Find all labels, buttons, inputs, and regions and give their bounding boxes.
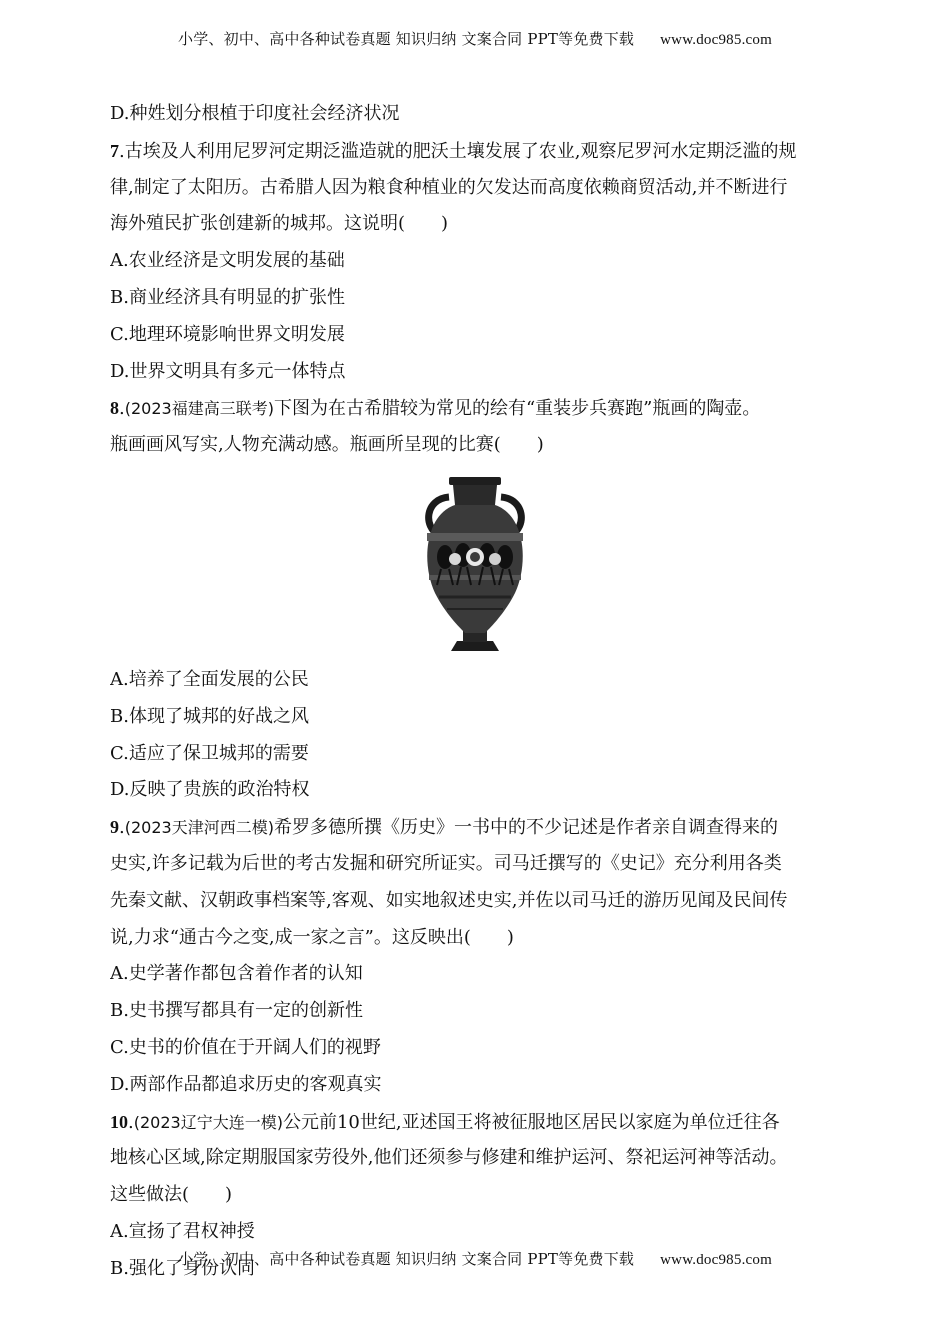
prev-option-d: D.种姓划分根植于印度社会经济状况 bbox=[110, 103, 400, 124]
q9-line-3: 先秦文献、汉朝政事档案等,客观、如实地叙述史实,并佐以司马迁的游历见闻及民间传 bbox=[110, 889, 788, 911]
q10-source: (2023辽宁大连一模) bbox=[133, 1112, 283, 1132]
q10-number: 10 bbox=[110, 1111, 128, 1132]
q7-option-a: A.农业经济是文明发展的基础 bbox=[110, 250, 345, 272]
q7-option-d: D.世界文明具有多元一体特点 bbox=[110, 360, 346, 382]
question-9 bbox=[110, 809, 840, 1103]
q9-line-4: 说,力求“通古今之变,成一家之言”。这反映出( ) bbox=[110, 926, 514, 948]
q8-option-d: D.反映了贵族的政治特权 bbox=[110, 779, 310, 801]
q9-source: (2023天津河西二模) bbox=[124, 818, 274, 838]
q10-option-b: B.强化了身份认同 bbox=[110, 1257, 255, 1279]
q9-option-a: A.史学著作都包含着作者的认知 bbox=[110, 963, 363, 985]
q8-line-1 bbox=[110, 390, 840, 427]
q8-period: . bbox=[119, 398, 125, 420]
q10-text-1: 公元前10世纪,亚述国王将被征服地区居民以家庭为单位迁往各 bbox=[282, 1111, 780, 1133]
q9-text-1: 希罗多德所撰《历史》一书中的不少记述是作者亲自调查得来的 bbox=[273, 817, 778, 839]
q9-line-1 bbox=[110, 809, 840, 846]
q7-line-2: 律,制定了太阳历。古希腊人因为粮食种植业的欠发达而高度依赖商贸活动,并不断进行 bbox=[110, 176, 788, 198]
q8-option-a: A.培养了全面发展的公民 bbox=[110, 668, 309, 690]
q9-number: 9 bbox=[110, 817, 119, 838]
question-7 bbox=[110, 133, 840, 391]
footer-url[interactable]: www.doc985.com bbox=[660, 1252, 772, 1268]
q10-line-1 bbox=[110, 1104, 840, 1141]
header-text: 小学、初中、高中各种试卷真题 知识归纳 文案合同 PPT等免费下载 bbox=[178, 30, 635, 48]
q9-option-c: C.史书的价值在于开阔人们的视野 bbox=[110, 1036, 381, 1058]
q9-option-b: B.史书撰写都具有一定的创新性 bbox=[110, 1000, 363, 1022]
q9-line-2: 史实,许多记载为后世的考古发掘和研究所证实。司马迁撰写的《史记》充分利用各类 bbox=[110, 852, 782, 874]
question-content bbox=[110, 96, 840, 1288]
q9-option-d: D.两部作品都追求历史的客观真实 bbox=[110, 1073, 382, 1095]
page-footer bbox=[0, 1248, 950, 1269]
greek-amphora-figure bbox=[110, 464, 840, 662]
q8-source: (2023福建高三联考) bbox=[124, 399, 274, 419]
q7-line-3: 海外殖民扩张创建新的城邦。这说明( ) bbox=[110, 213, 449, 235]
q7-text-1: .古埃及人利用尼罗河定期泛滥造就的肥沃土壤发展了农业,观察尼罗河水定期泛滥的规 bbox=[119, 140, 797, 162]
q7-line-1 bbox=[110, 133, 840, 170]
q9-period: . bbox=[119, 817, 125, 839]
q7-option-c: C.地理环境影响世界文明发展 bbox=[110, 323, 345, 345]
q7-number: 7 bbox=[110, 140, 119, 161]
question-8 bbox=[110, 390, 840, 809]
q10-line-2: 地核心区域,除定期服国家劳役外,他们还须参与修建和维护运河、祭祀运河神等活动。 bbox=[110, 1147, 788, 1169]
q8-text-1: 下图为在古希腊较为常见的绘有“重装步兵赛跑”瓶画的陶壶。 bbox=[273, 398, 761, 420]
q7-option-b: B.商业经济具有明显的扩张性 bbox=[110, 286, 345, 308]
q10-option-a: A.宣扬了君权神授 bbox=[110, 1220, 255, 1242]
amphora-image bbox=[419, 475, 531, 651]
q10-period: . bbox=[128, 1111, 134, 1133]
q8-option-b: B.体现了城邦的好战之风 bbox=[110, 705, 309, 727]
q8-number: 8 bbox=[110, 398, 119, 419]
footer-text: 小学、初中、高中各种试卷真题 知识归纳 文案合同 PPT等免费下载 bbox=[178, 1250, 635, 1268]
q8-line-2: 瓶画画风写实,人物充满动感。瓶画所呈现的比赛( ) bbox=[110, 434, 544, 456]
page-header bbox=[0, 28, 950, 49]
q10-line-3: 这些做法( ) bbox=[110, 1184, 233, 1206]
q8-option-c: C.适应了保卫城邦的需要 bbox=[110, 742, 309, 764]
header-url[interactable]: www.doc985.com bbox=[660, 32, 772, 48]
